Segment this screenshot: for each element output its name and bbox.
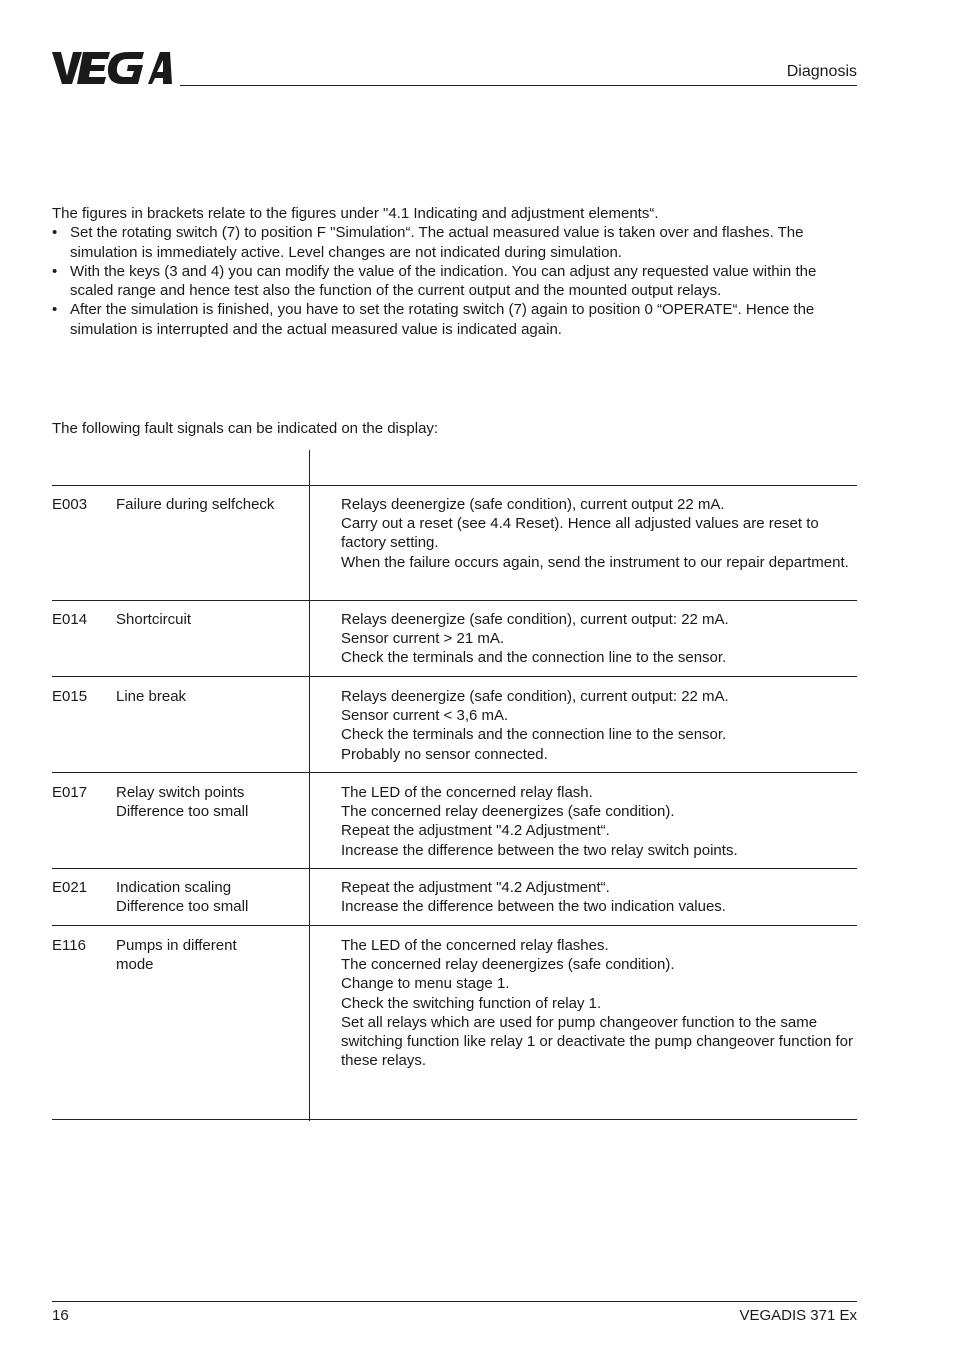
- fault-name: [116, 687, 306, 706]
- fault-description: [341, 495, 857, 572]
- fault-intro: The following fault signals can be indicated on the display:: [52, 420, 439, 437]
- list-item: • With the keys (3 and 4) you can modify the value of the indication. You can adjust any requested value within the scaled range and hence test also the function of the current output and the mounted output relays.: [52, 262, 858, 301]
- fault-code: E116: [52, 937, 86, 954]
- simulation-section: [52, 204, 858, 339]
- column-divider: [309, 450, 310, 1121]
- fault-description-line: Increase the difference between the two indication values.: [341, 898, 726, 916]
- fault-name: [116, 495, 306, 514]
- fault-description-line: Sensor current < 3,6 mA.: [341, 707, 509, 725]
- fault-description-line: The LED of the concerned relay flash.: [341, 784, 593, 801]
- fault-description-line: Relays deenergize (safe condition), current output: 22 mA.: [341, 688, 729, 705]
- fault-description-line: Carry out a reset (see 4.4 Reset). Hence all adjusted values are reset to factory setting.: [341, 515, 819, 552]
- fault-description: [341, 936, 857, 1070]
- row-divider: [52, 676, 857, 677]
- fault-name: [116, 783, 306, 821]
- fault-code: E014: [52, 611, 88, 628]
- fault-name: [116, 878, 306, 916]
- fault-description-line: Increase the difference between the two relay switch points.: [341, 841, 738, 859]
- fault-description-line: Check the switching function of relay 1.: [341, 994, 602, 1012]
- fault-name: [116, 610, 306, 629]
- fault-description-line: The concerned relay deenergizes (safe condition).: [341, 803, 675, 821]
- simulation-intro: The figures in brackets relate to the figures under "4.1 Indicating and adjustment elements“.: [52, 205, 659, 222]
- fault-name-line: mode: [116, 956, 154, 974]
- fault-name-line: Relay switch points: [116, 784, 245, 801]
- fault-description: [341, 610, 857, 668]
- fault-description-line: When the failure occurs again, send the instrument to our repair department.: [341, 553, 849, 571]
- fault-description: [341, 783, 857, 860]
- section-title: Diagnosis: [786, 63, 857, 80]
- row-divider: [52, 868, 857, 869]
- fault-table: [52, 450, 857, 1121]
- row-divider: [52, 1119, 857, 1120]
- fault-description: [341, 878, 857, 916]
- fault-description-line: Set all relays which are used for pump changeover function to the same switching function like relay 1 or deactivate the pump changeover function for these relays.: [341, 1013, 853, 1070]
- fault-code: E003: [52, 496, 88, 513]
- fault-name-line: Shortcircuit: [116, 611, 192, 628]
- fault-description-line: The concerned relay deenergizes (safe condition).: [341, 956, 675, 974]
- row-divider: [52, 485, 857, 486]
- fault-name-line: Indication scaling: [116, 879, 232, 896]
- fault-description-line: Change to menu stage 1.: [341, 975, 510, 993]
- fault-code: E017: [52, 784, 88, 801]
- fault-name-line: Failure during selfcheck: [116, 496, 275, 513]
- row-divider: [52, 772, 857, 773]
- document-name: VEGADIS 371 Ex: [739, 1307, 857, 1324]
- fault-description-line: Repeat the adjustment "4.2 Adjustment“.: [341, 822, 610, 840]
- page-number: 16: [52, 1307, 69, 1324]
- list-item: • After the simulation is finished, you have to set the rotating switch (7) again to position 0 “OPERATE“. Hence the simulation is interrupted and the actual measured value is indicated again.: [52, 300, 858, 339]
- fault-description-line: Relays deenergize (safe condition), current output: 22 mA.: [341, 611, 729, 628]
- fault-name-line: Pumps in different: [116, 937, 237, 954]
- fault-description-line: Probably no sensor connected.: [341, 745, 548, 763]
- fault-name-line: Difference too small: [116, 803, 249, 821]
- vega-logo: [52, 50, 172, 86]
- row-divider: [52, 925, 857, 926]
- fault-code: E021: [52, 879, 88, 896]
- fault-description-line: Repeat the adjustment "4.2 Adjustment“.: [341, 879, 610, 896]
- row-divider: [52, 600, 857, 601]
- fault-description-line: Sensor current > 21 mA.: [341, 630, 504, 648]
- fault-name-line: Line break: [116, 688, 187, 705]
- fault-name-line: Difference too small: [116, 898, 249, 916]
- list-item: • Set the rotating switch (7) to position F "Simulation“. The actual measured value is taken over and flashes. The simulation is immediately active. Level changes are not indicated during simulation.: [52, 223, 858, 262]
- fault-description-line: Check the terminals and the connection line to the sensor.: [341, 726, 727, 744]
- fault-description-line: Relays deenergize (safe condition), current output 22 mA.: [341, 496, 725, 513]
- fault-description-line: Check the terminals and the connection line to the sensor.: [341, 649, 727, 667]
- footer-divider: [52, 1301, 857, 1302]
- fault-description: [341, 687, 857, 764]
- fault-code: E015: [52, 688, 88, 705]
- simulation-steps: [52, 223, 858, 339]
- fault-description-line: The LED of the concerned relay flashes.: [341, 937, 609, 954]
- fault-name: [116, 936, 306, 974]
- header-divider: [180, 85, 857, 86]
